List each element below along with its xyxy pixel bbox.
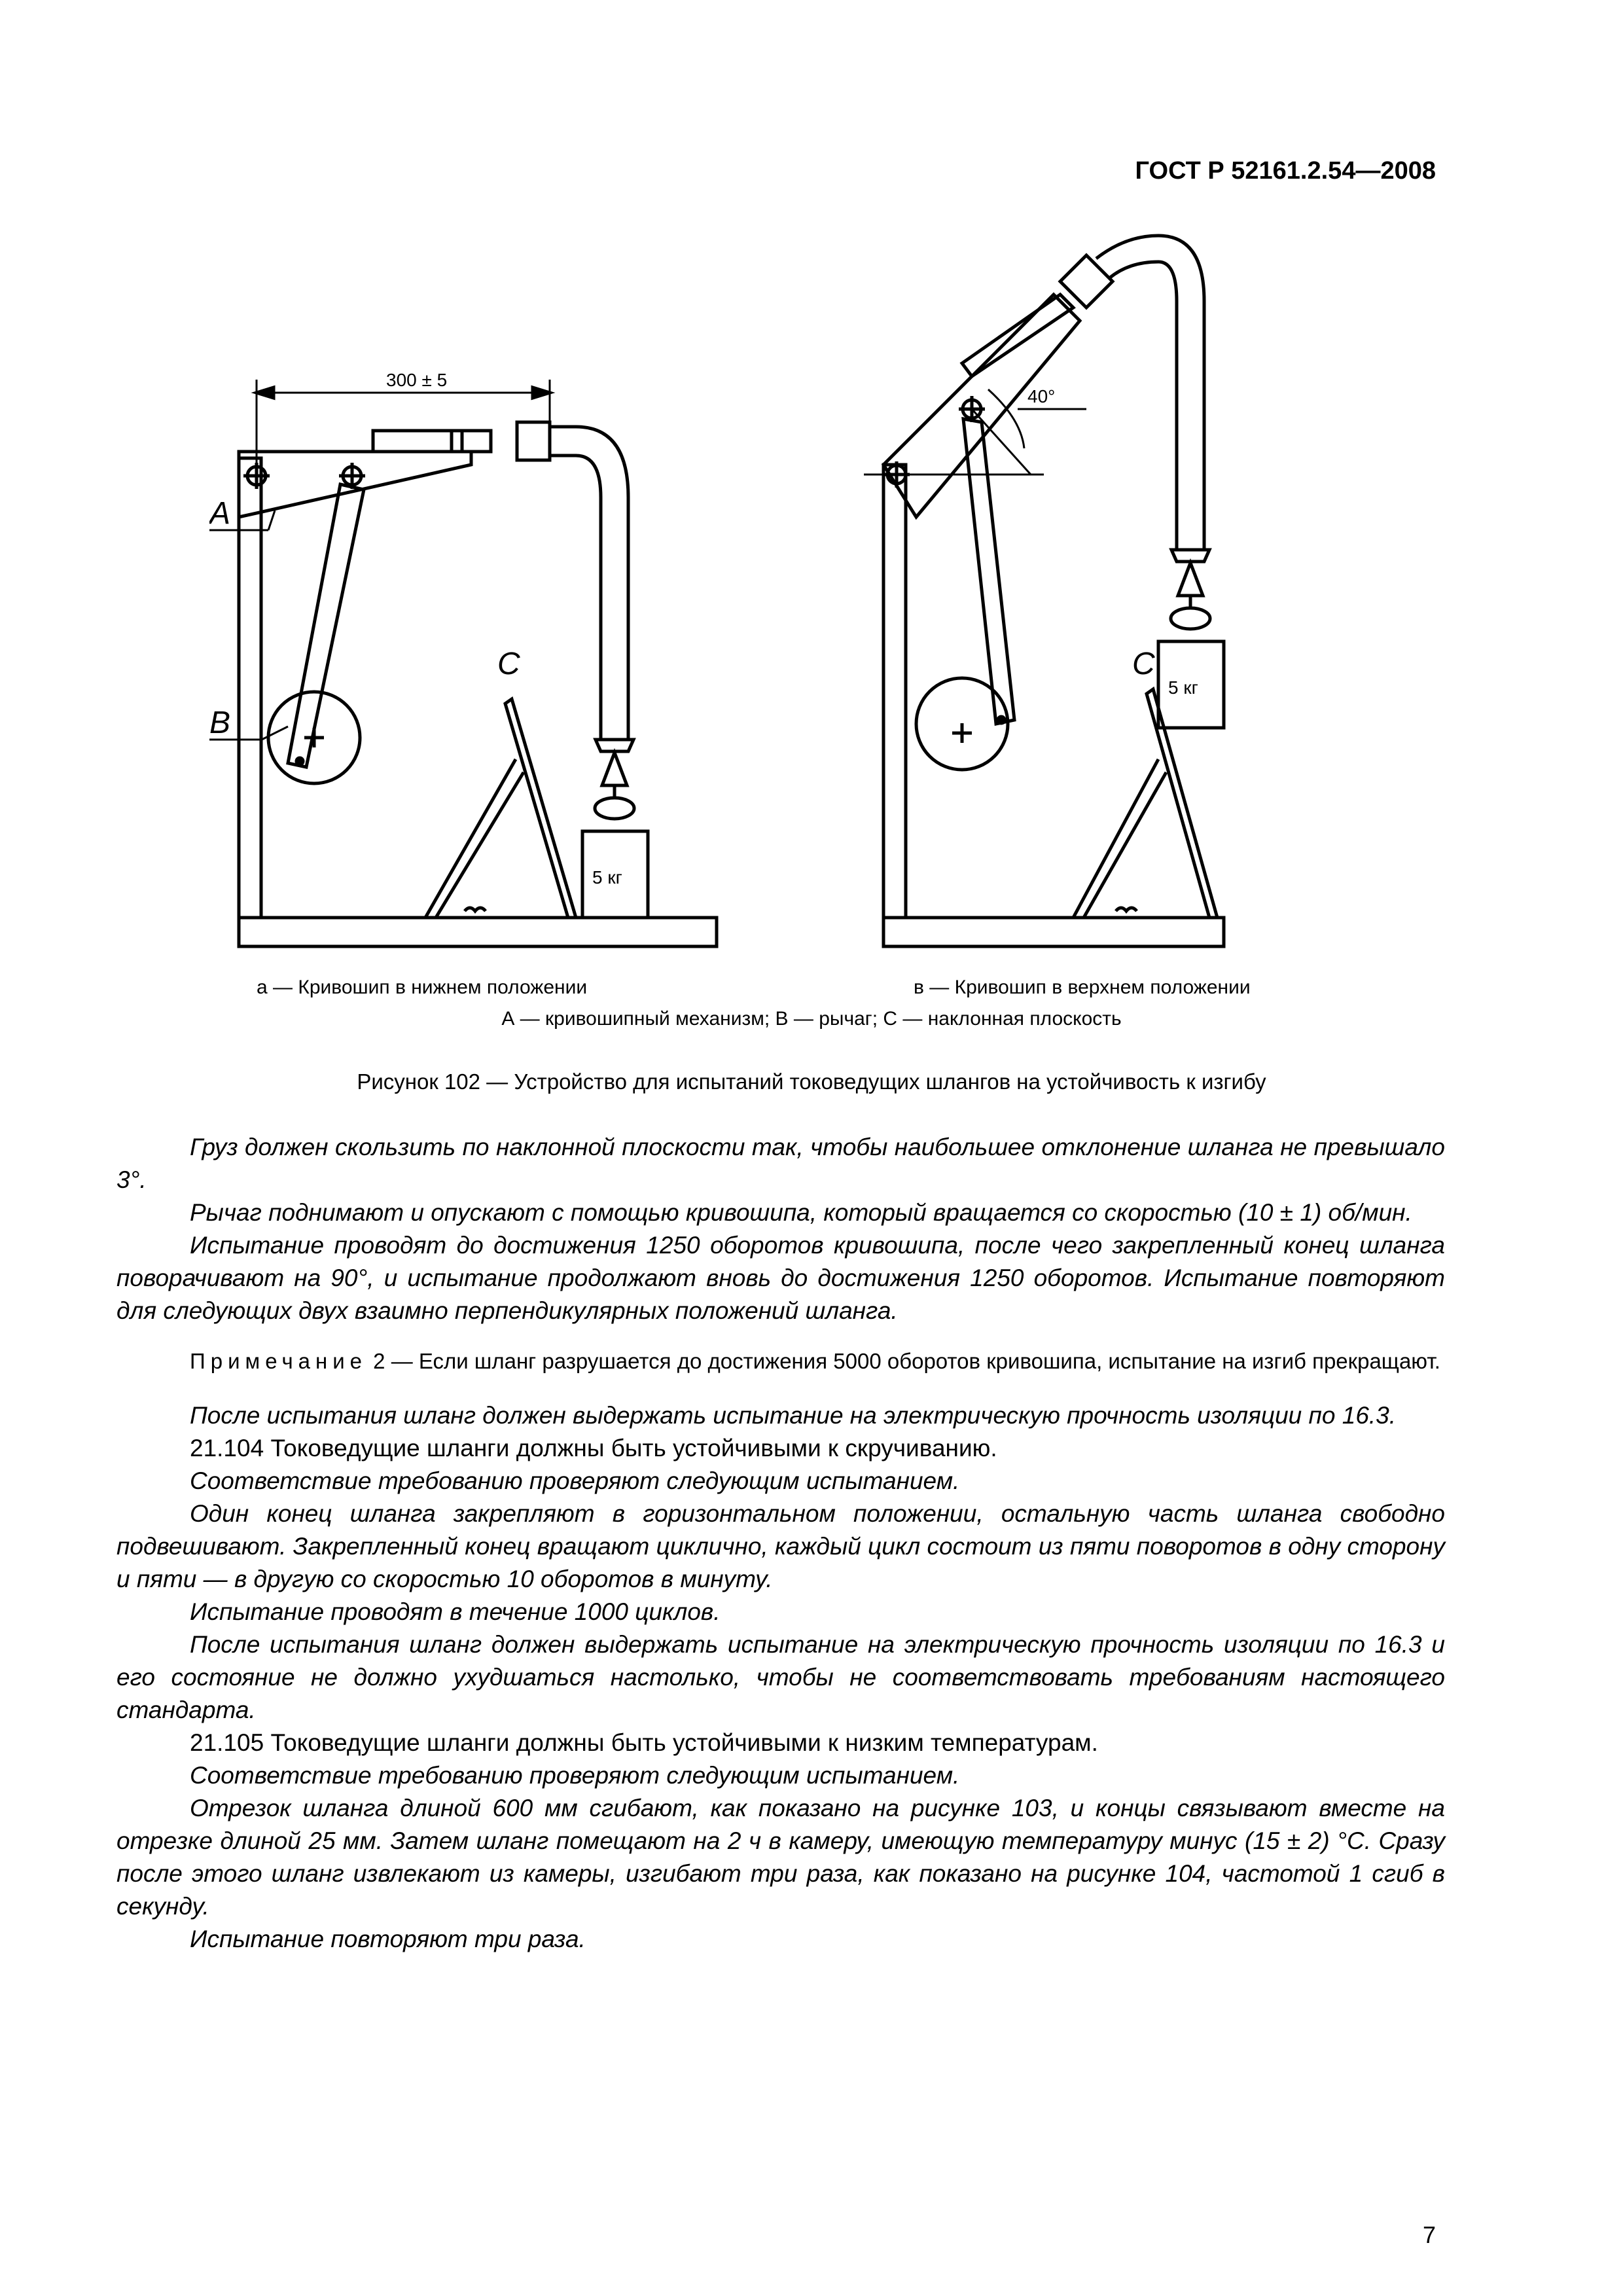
paragraph: Рычаг поднимают и опускают с помощью кривошипа, который вращается со скоростью (10 ± 1) об/мин. <box>190 1199 1412 1226</box>
hose-clamp-left <box>517 422 550 460</box>
paragraph: Испытание проводят в течение 1000 циклов. <box>190 1598 721 1625</box>
caption-b: в — Кривошип в верхнем положении <box>914 977 1251 998</box>
section-heading: 21.105 Токоведущие шланги должны быть устойчивыми к низким температурам. <box>190 1729 1098 1756</box>
inclined-plane-left <box>505 699 576 918</box>
document-code: ГОСТ Р 52161.2.54—2008 <box>1135 157 1436 185</box>
figure-102 <box>209 223 1387 969</box>
paragraph: Груз должен скользить по наклонной плоскости так, чтобы наибольшее отклонение шланга не превышало 3°. <box>116 1134 1445 1193</box>
page-number: 7 <box>1422 2221 1436 2248</box>
label-c-right: C <box>1132 647 1155 681</box>
weight-label-right: 5 кг <box>1168 677 1198 698</box>
paragraph: Испытание повторяют три раза. <box>190 1926 586 1952</box>
paragraph: После испытания шланг должен выдержать испытание на электрическую прочность изоляции по 16.3 и его состояние не должно ухудшаться настолько, чтобы не соответствовать требованиям настоящего стандарта. <box>116 1631 1445 1723</box>
hose-left <box>550 427 628 740</box>
paragraph: Соответствие требованию проверяют следующим испытанием. <box>190 1762 960 1789</box>
post-right <box>883 465 906 918</box>
section-heading: 21.104 Токоведущие шланги должны быть устойчивыми к скручиванию. <box>190 1435 997 1462</box>
figure-title: Рисунок 102 — Устройство для испытаний токоведущих шлангов на устойчивость к изгибу <box>357 1069 1266 1094</box>
caption-a: а — Кривошип в нижнем положении <box>257 977 588 998</box>
note-text: 2 — Если шланг разрушается до достижения 5000 оборотов кривошипа, испытание на изгиб прекращают. <box>367 1349 1440 1373</box>
angle-label: 40° <box>1027 386 1056 406</box>
post-left <box>239 458 261 918</box>
figure-drawing <box>209 223 1387 969</box>
label-a: A <box>209 496 231 531</box>
paragraph: Испытание проводят до достижения 1250 оборотов кривошипа, после чего закрепленный конец шланга поворачивают на 90°, и испытание продолжают вновь до достижения 1250 оборотов. Испытание повторяют для следующих двух взаимно перпендикулярных положений шланга. <box>116 1232 1445 1324</box>
device-crank-upper <box>864 236 1224 946</box>
base-plate-right <box>883 918 1224 946</box>
label-c: C <box>497 647 520 681</box>
base-plate-left <box>239 918 717 946</box>
note <box>116 1346 1445 1377</box>
dimension-label: 300 ± 5 <box>386 370 448 390</box>
paragraph: Соответствие требованию проверяют следующим испытанием. <box>190 1467 960 1494</box>
body-text <box>116 1131 1445 1956</box>
lever-left <box>288 484 364 767</box>
paragraph: После испытания шланг должен выдержать испытание на электрическую прочность изоляции по 16.3. <box>190 1402 1397 1429</box>
paragraph: Отрезок шланга длиной 600 мм сгибают, как показано на рисунке 103, и концы связывают вместе на отрезке длиной 25 мм. Затем шланг помещают на 2 ч в камеру, имеющую температуру минус (15 ± 2) °С. Сразу после этого шланг извлекают из камеры, изгибают три раза, как показано на рисунке 104, частотой 1 сгиб в секунду. <box>116 1795 1445 1920</box>
hose-clamp-right <box>1060 255 1113 308</box>
paragraph: Один конец шланга закрепляют в горизонтальном положении, остальную часть шланга свободно подвешивают. Закрепленный конец вращают циклично, каждый цикл состоит из пяти поворотов в одну сторону и пяти — в другую со скоростью 10 оборотов в минуту. <box>116 1500 1445 1592</box>
device-crank-lower <box>209 380 717 946</box>
figure-legend: А — кривошипный механизм; В — рычаг; С — наклонная плоскость <box>501 1008 1122 1030</box>
label-b: B <box>209 706 231 740</box>
weight-label-left: 5 кг <box>592 867 622 888</box>
note-label: Примечание <box>190 1349 368 1373</box>
